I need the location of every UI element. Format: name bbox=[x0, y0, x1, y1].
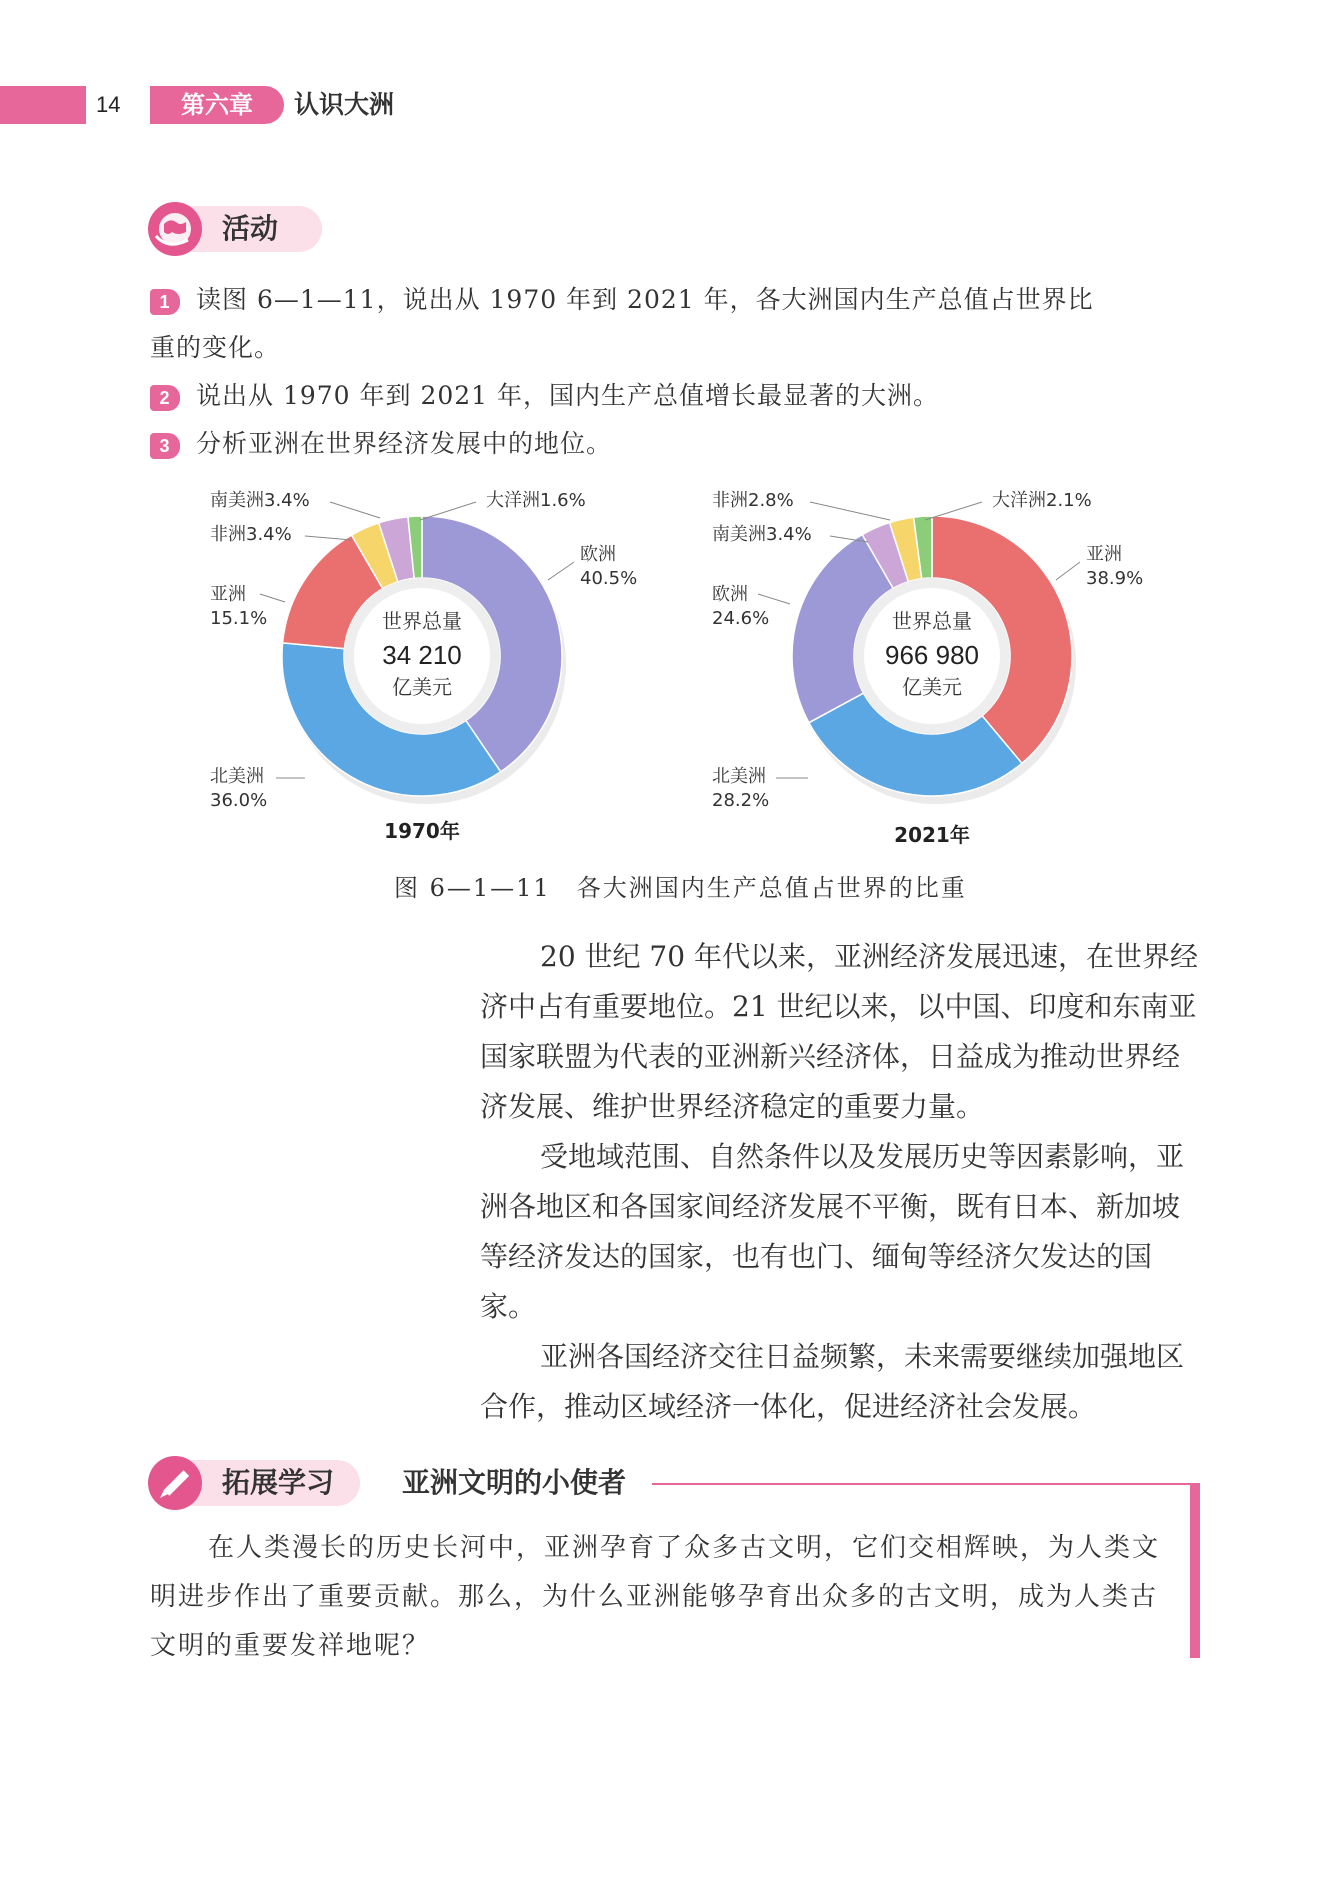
slice-value-europe: 40.5% bbox=[580, 568, 638, 589]
leader-line bbox=[1056, 562, 1080, 580]
body-text bbox=[480, 932, 1200, 1432]
slice-value-asia: 15.1% bbox=[210, 608, 268, 629]
question-text: 读图 6—1—11，说出从 1970 年到 2021 年，各大洲国内生产总值占世界比 bbox=[196, 285, 1094, 314]
center-unit: 亿美元 bbox=[392, 675, 452, 699]
leader-line bbox=[548, 562, 574, 580]
leader-line bbox=[420, 502, 476, 520]
slice-name-north-america: 北美洲 bbox=[712, 766, 766, 787]
leader-line bbox=[810, 502, 890, 520]
slice-name-north-america: 北美洲 bbox=[210, 766, 264, 787]
gdp-donut-charts bbox=[0, 470, 1324, 890]
slice-name-asia: 亚洲 bbox=[1086, 544, 1122, 565]
extension-side-bar bbox=[1190, 1483, 1200, 1658]
slice-value-asia: 38.9% bbox=[1086, 568, 1144, 589]
slice-name-europe: 欧洲 bbox=[580, 544, 616, 565]
slice-label-africa: 非洲3.4% bbox=[210, 524, 292, 545]
slice-value-north-america: 28.2% bbox=[712, 790, 770, 811]
donut-chart-2021年 bbox=[712, 490, 1143, 847]
leader-line bbox=[260, 594, 285, 602]
figure-caption: 图 6—1—11 各大洲国内生产总值占世界的比重 bbox=[394, 874, 967, 902]
slice-label-south-america: 南美洲3.4% bbox=[210, 490, 310, 511]
question-number: 2 bbox=[150, 385, 180, 411]
chart-year-title: 1970年 bbox=[384, 819, 460, 843]
extension-label: 拓展学习 bbox=[222, 1466, 335, 1499]
page-number: 14 bbox=[96, 92, 121, 117]
slice-label-oceania: 大洋洲1.6% bbox=[486, 490, 586, 511]
leader-line bbox=[330, 502, 380, 518]
slice-label-south-america: 南美洲3.4% bbox=[712, 524, 812, 545]
center-label: 世界总量 bbox=[892, 609, 972, 633]
chart-year-title: 2021年 bbox=[894, 823, 970, 847]
slice-name-europe: 欧洲 bbox=[712, 584, 748, 605]
pencil-icon bbox=[148, 1456, 202, 1510]
globe-activity-icon bbox=[148, 202, 202, 256]
question-1-continuation: 重的变化。 bbox=[150, 333, 281, 362]
question-2 bbox=[150, 376, 939, 412]
extension-title: 亚洲文明的小使者 bbox=[402, 1466, 627, 1499]
activity-label: 活动 bbox=[222, 212, 279, 245]
question-text: 说出从 1970 年到 2021 年，国内生产总值增长最显著的大洲。 bbox=[196, 381, 940, 410]
center-value: 966 980 bbox=[885, 640, 979, 670]
chapter-badge: 第六章 bbox=[150, 86, 284, 124]
center-value: 34 210 bbox=[382, 640, 462, 670]
slice-value-europe: 24.6% bbox=[712, 608, 770, 629]
slice-label-oceania: 大洋洲2.1% bbox=[992, 490, 1092, 511]
paragraph: 20 世纪 70 年代以来，亚洲经济发展迅速，在世界经济中占有重要地位。21 世纪以来，以中国、印度和东南亚国家联盟为代表的亚洲新兴经济体，日益成为推动世界经济发展、维护世界经济稳定的重要力量。 bbox=[480, 940, 1198, 1123]
slice-label-africa: 非洲2.8% bbox=[712, 490, 794, 511]
paragraph: 受地域范围、自然条件以及发展历史等因素影响，亚洲各地区和各国家间经济发展不平衡，既有日本、新加坡等经济发达的国家，也有也门、缅甸等经济欠发达的国家。 bbox=[480, 1140, 1185, 1323]
center-unit: 亿美元 bbox=[902, 675, 962, 699]
leader-line bbox=[758, 594, 790, 604]
question-3 bbox=[150, 424, 612, 460]
paragraph: 亚洲各国经济交往日益频繁，未来需要继续加强地区合作，推动区域经济一体化，促进经济社会发展。 bbox=[480, 1340, 1185, 1423]
question-1 bbox=[150, 280, 1094, 316]
chapter-title: 认识大洲 bbox=[294, 90, 395, 119]
slice-value-north-america: 36.0% bbox=[210, 790, 268, 811]
extension-body: 在人类漫长的历史长河中，亚洲孕育了众多古文明，它们交相辉映，为人类文明进步作出了重要贡献。那么，为什么亚洲能够孕育出众多的古文明，成为人类古文明的重要发祥地呢？ bbox=[150, 1533, 1161, 1661]
question-number: 3 bbox=[150, 433, 180, 459]
question-text: 分析亚洲在世界经济发展中的地位。 bbox=[196, 429, 613, 458]
donut-chart-1970年 bbox=[210, 489, 637, 843]
question-number: 1 bbox=[150, 289, 180, 315]
extension-rule bbox=[652, 1483, 1200, 1485]
slice-name-asia: 亚洲 bbox=[210, 584, 246, 605]
center-label: 世界总量 bbox=[382, 609, 462, 633]
leader-line bbox=[305, 536, 352, 540]
